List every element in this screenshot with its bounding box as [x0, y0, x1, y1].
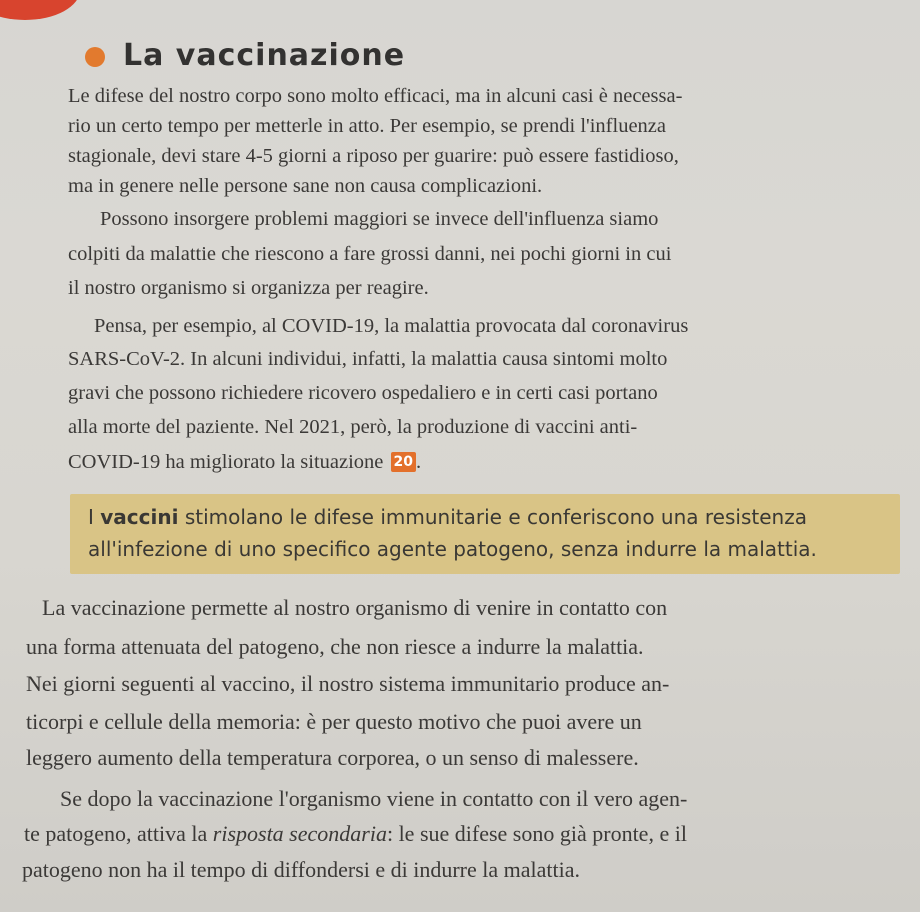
paragraph-line: Possono insorgere problemi maggiori se invece dell'influenza siamo: [100, 208, 659, 230]
paragraph-line: patogeno non ha il tempo di diffondersi e di indurre la malattia.: [22, 857, 581, 882]
emphasis-term: risposta secondaria: [212, 821, 387, 846]
paragraph-line: il nostro organismo si organizza per reagire.: [68, 277, 429, 299]
paragraph-line: ticorpi e cellule della memoria: è per questo motivo che puoi avere un: [26, 709, 642, 734]
paragraph-line: colpiti da malattie che riescono a fare grossi danni, nei pochi giorni in cui: [68, 243, 672, 265]
paragraph-line: [24, 820, 687, 848]
paragraph-line: Pensa, per esempio, al COVID-19, la malattia provocata dal coronavirus: [94, 315, 689, 337]
paragraph-text: te patogeno, attiva la: [24, 821, 213, 846]
paragraph-text: : le sue difese sono già pronte, e il: [386, 821, 687, 846]
paragraph-line: SARS-CoV-2. In alcuni individui, infatti, la malattia causa sintomi molto: [68, 348, 668, 370]
paragraph-line: Le difese del nostro corpo sono molto efficaci, ma in alcuni casi è necessa-: [68, 85, 683, 107]
paragraph-line: [68, 448, 421, 476]
paragraph-line: alla morte del paziente. Nel 2021, però, la produzione di vaccini anti-: [68, 416, 638, 438]
corner-decoration: [0, 0, 80, 20]
paragraph-line: una forma attenuata del patogeno, che non riesce a indurre la malattia.: [26, 634, 644, 659]
definition-line: all'infezione di uno specifico agente patogeno, senza indurre la malattia.: [88, 537, 817, 561]
paragraph-line: Nei giorni seguenti al vaccino, il nostro sistema immunitario produce an-: [26, 671, 670, 696]
paragraph-line: leggero aumento della temperatura corporea, o un senso di malessere.: [26, 745, 639, 770]
definition-line: [88, 504, 807, 530]
page-title: La vaccinazione: [123, 37, 406, 73]
paragraph-line: stagionale, devi stare 4-5 giorni a riposo per guarire: può essere fastidioso,: [68, 145, 679, 167]
paragraph-line: Se dopo la vaccinazione l'organismo viene in contatto con il vero agen-: [60, 786, 688, 811]
paragraph-line-text: COVID-19 ha migliorato la situazione: [68, 451, 384, 473]
paragraph-line: rio un certo tempo per metterle in atto. Per esempio, se prendi l'influenza: [68, 115, 666, 137]
figure-reference-badge[interactable]: 20: [391, 452, 416, 472]
figure-reference-suffix: .: [416, 451, 422, 473]
definition-lead: I: [88, 505, 101, 529]
definition-term: vaccini: [100, 505, 179, 529]
bullet-icon: [85, 47, 105, 67]
section-heading: [85, 30, 405, 80]
paragraph-line: ma in genere nelle persone sane non causa complicazioni.: [68, 175, 543, 197]
definition-text: stimolano le difese immunitarie e conferiscono una resistenza: [178, 505, 807, 529]
paragraph-line: La vaccinazione permette al nostro organismo di venire in contatto con: [42, 595, 668, 620]
paragraph-line: gravi che possono richiedere ricovero ospedaliero e in certi casi portano: [68, 382, 658, 404]
